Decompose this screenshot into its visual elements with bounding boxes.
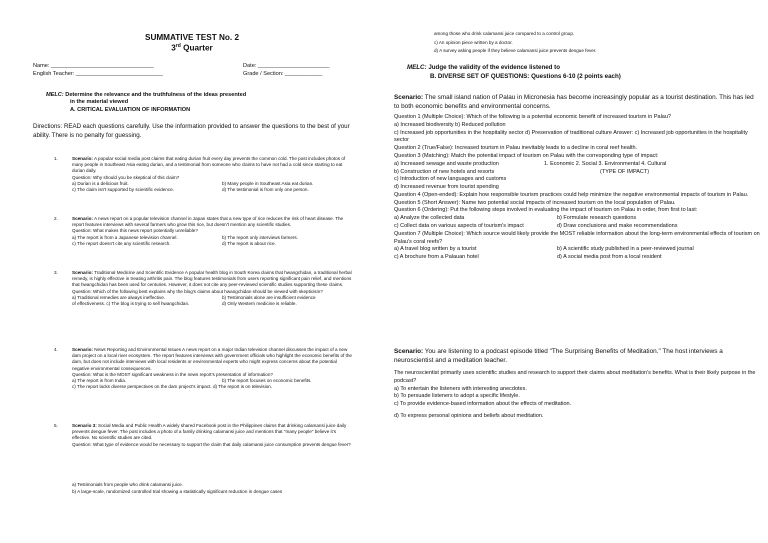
- melc-b: [407, 64, 560, 71]
- item-2-question: Question: What makes this news report potentially unreliable?: [72, 228, 198, 234]
- item-4-option-c-d: [72, 384, 372, 390]
- item-3-question: Question: Which of the following best explains why the blog's claims about hwangchidan should be viewed with skepticism?: [72, 288, 323, 294]
- question-6-option-b[interactable]: b) Formulate research questions: [557, 215, 637, 222]
- right-column: [384, 0, 768, 543]
- question-3-type-label: (TYPE OF IMPACT): [600, 168, 650, 175]
- directions: Directions: READ each questions carefully. Use the information provided to answer the questions to the best of your ability. There is no penalty for guessing.: [33, 123, 350, 139]
- scenario-2-label: Scenario:: [394, 348, 424, 355]
- item-4-option-d[interactable]: d) The report is on television.: [212, 384, 273, 390]
- item-5: [72, 423, 354, 448]
- date-field[interactable]: Date: _______________________: [243, 63, 330, 69]
- quarter-word: Quarter: [183, 43, 213, 53]
- question-7-option-b[interactable]: b) A scientific study published in a peer-reviewed journal: [557, 246, 694, 253]
- scenario-2: [394, 348, 760, 365]
- melc-a-line2: in the material viewed: [70, 99, 129, 106]
- question-7-option-c[interactable]: c) A brochure from a Palauan hotel: [394, 254, 479, 261]
- item-1-option-a[interactable]: a) Durian is a delicious fruit.: [72, 180, 129, 186]
- quarter-sup: rd: [175, 43, 181, 49]
- item-5-label: Scenario 3:: [72, 423, 97, 428]
- quarter-heading: [0, 43, 384, 53]
- question-3-types: 1. Economic 2. Social 3. Environmental 4. Cultural: [544, 160, 667, 167]
- question-2: Question 2 (True/False): Increased tourism in Palau inevitably leads to a decline in coral reef health.: [394, 145, 638, 152]
- item-4: [72, 347, 354, 390]
- question-5: Question 5 (Short Answer): Name two potential social impacts of increased tourism on the local population of Palau.: [394, 199, 676, 206]
- item-2-text: A news report on a popular television channel in Japan states that a new type of rice reduces the risk of heart disease. The report features interviews with several farmers who grow this rice, but doesn't mention any scientific studies.: [72, 216, 344, 228]
- item-3-number: 3.: [54, 270, 58, 275]
- grade-section-field[interactable]: Grade / Section: ____________: [243, 71, 323, 77]
- question-7: Question 7 (Multiple Choice): Which source would likely provide the MOST reliable information about the long-term environmental effects of tourism on Palau's coral reefs?: [394, 230, 760, 245]
- item-5-number: 5.: [54, 423, 58, 428]
- question-3-matching: [394, 161, 760, 192]
- question-3-item-a[interactable]: a) Increased sewage and waste production: [394, 160, 499, 167]
- item-3: [72, 270, 354, 307]
- question-1: Question 1 (Multiple Choice): Which of the following is a potential economic benefit of increased tourism in Palau?: [394, 114, 671, 120]
- scenario-2-option-a[interactable]: a) To entertain the listeners with interesting anecdotes.: [394, 385, 527, 392]
- item-2-option-d[interactable]: d) The report is about rice.: [222, 240, 276, 246]
- scenario-2-text: You are listening to a podcast episode titled "The Surprising Benefits of Meditation." The host interviews a neuroscientist and a meditation teacher.: [394, 348, 723, 364]
- question-6: Question 6 (Ordering): Put the following steps involved in evaluating the impact of tourism on Palau in order, from first to last:: [394, 207, 698, 214]
- item-4-option-b[interactable]: b) The report focuses on economic benefits.: [222, 378, 312, 384]
- item-3-label: Scenario:: [72, 270, 93, 275]
- scenario-2-option-d[interactable]: d) To express personal opinions and beliefs about meditation.: [394, 412, 544, 419]
- scenario-1-label: Scenario:: [394, 94, 424, 101]
- item-5-continued-line: among those who drink calamansi juice compared to a control group.: [434, 31, 575, 36]
- name-field[interactable]: Name: _________________________________: [33, 63, 154, 69]
- melc-b-text: Judge the validity of the evidence listened to: [428, 64, 561, 71]
- question-7-option-d[interactable]: d) A social media post from a local resident: [557, 254, 662, 261]
- item-5-option-c[interactable]: c) An opinion piece written by a doctor.: [434, 40, 513, 45]
- question-1-options-ab[interactable]: a) Increased biodiversity b) Reduced pollution: [394, 121, 506, 128]
- item-3-option-a[interactable]: a) Traditional remedies are always ineffective.: [72, 294, 166, 300]
- item-5-option-d[interactable]: d) A survey asking people if they believe calamansi juice prevents dengue fever.: [434, 48, 597, 53]
- question-6-options: [394, 215, 760, 231]
- section-b-title: B. DIVERSE SET OF QUESTIONS: Questions 6-10 (2 points each): [430, 73, 621, 80]
- item-2: [72, 216, 354, 247]
- item-2-option-c[interactable]: c) The report doesn't cite any scientific research.: [72, 240, 171, 246]
- question-3-item-d[interactable]: d) Increased revenue from tourist spending: [394, 184, 499, 191]
- item-4-option-a[interactable]: a) The report is from India.: [72, 378, 127, 384]
- item-5-text: Social Media and Public Health A widely shared Facebook post in the Philippines claims that drinking calamansi juice daily prevents dengue fever. The post includes a photo of a family drinking calamansi juice and mentions that "many people" believe it's effective. No scientific studies are cited.: [72, 423, 347, 441]
- quarter-num: 3: [171, 43, 176, 53]
- teacher-field[interactable]: English Teacher: ____________________________: [33, 71, 163, 77]
- scenario-2-question: The neuroscientist primarily uses scientific studies and research to support their claims about meditation's benefits. What is their likely purpose in the podcast?: [394, 370, 756, 384]
- item-2-option-b[interactable]: b) The report only interviews farmers.: [222, 234, 298, 240]
- question-1-options-cd[interactable]: c) Increased job opportunities in the hospitality sector d) Preservation of traditional culture Answer: c) Increased job opportunities in the hospitality sector: [394, 129, 748, 144]
- item-1-label: Scenario:: [72, 156, 93, 161]
- question-6-option-c[interactable]: c) Collect data on various aspects of tourism's impact: [394, 222, 524, 229]
- question-6-option-d[interactable]: d) Draw conclusions and make recommendations: [557, 222, 678, 229]
- question-3-item-b[interactable]: b) Construction of new hotels and resorts: [394, 168, 495, 175]
- item-3-option-c[interactable]: of effectiveness. c) The blog is trying to sell hwangchidan.: [72, 301, 190, 307]
- melc-b-label: MELC:: [407, 64, 427, 71]
- question-7-options: [394, 246, 760, 262]
- item-3-option-b[interactable]: b) Testimonials alone are insufficient evidence: [222, 294, 316, 300]
- question-6-option-a[interactable]: a) Analyze the collected data: [394, 215, 465, 222]
- item-5-option-a[interactable]: a) Testimonials from people who drink calamansi juice.: [72, 482, 183, 487]
- scenario-2-option-b[interactable]: b) To persuade listeners to adopt a specific lifestyle.: [394, 393, 520, 400]
- item-4-option-c[interactable]: c) The report lacks diverse perspectives on the dam project's impact.: [72, 384, 212, 390]
- item-2-option-a[interactable]: a) The report is from a Japanese television channel.: [72, 234, 178, 240]
- item-1-option-d[interactable]: d) The testimonial is from only one person.: [222, 187, 309, 193]
- item-4-label: Scenario:: [72, 347, 93, 352]
- item-1-option-c[interactable]: c) The claim isn't supported by scientific evidence.: [72, 187, 174, 193]
- section-a-title: A. CRITICAL EVALUATION OF INFORMATION: [70, 106, 191, 113]
- item-1-text: A popular social media post claims that eating durian fruit every day prevents the common cold. The post includes photos of many people in Southeast Asia eating durian, and a testimonial from someone who claims to have not had a cold since starting to eat durian daily.: [72, 156, 346, 174]
- item-4-question: Question: What is the MOST significant weakness in the news report's presentation of information?: [72, 371, 273, 377]
- question-3-item-c[interactable]: c) Introduction of new languages and customs: [394, 176, 507, 183]
- item-5-question: Question: What type of evidence would be necessary to support the claim that daily calamansi juice consumption prevents dengue fever?: [72, 441, 351, 447]
- question-7-option-a[interactable]: a) A travel blog written by a tourist: [394, 246, 477, 253]
- item-2-number: 2.: [54, 216, 58, 221]
- question-3: Question 3 (Matching): Match the potential impact of tourism on Palau with the corresponding type of impact:: [394, 152, 659, 159]
- item-1: [72, 156, 354, 193]
- scenario-1: [394, 94, 760, 111]
- item-1-option-b[interactable]: b) Many people in Southeast Asia eat durian.: [222, 180, 314, 186]
- section-b-questions: [394, 114, 760, 262]
- item-1-number: 1.: [54, 156, 58, 161]
- scenario-2-questions: [394, 370, 760, 421]
- question-4: Question 4 (Open-ended): Explain how responsible tourism practices could help minimize the negative environmental impacts of tourism in Palau.: [394, 191, 749, 198]
- melc-a-label: MELC:: [46, 92, 64, 98]
- item-4-number: 4.: [54, 347, 58, 352]
- test-title: SUMMATIVE TEST No. 2: [144, 33, 239, 42]
- scenario-2-option-c[interactable]: c) To provide evidence-based information about the effects of meditation.: [394, 401, 572, 408]
- item-3-option-d[interactable]: d) Only Western medicine is reliable.: [222, 301, 297, 307]
- item-1-question: Question: Why should you be skeptical of this claim?: [72, 174, 180, 180]
- item-5-option-b[interactable]: b) A large-scale, randomized controlled trial showing a statistically significant reduction in dengue cases: [72, 489, 283, 494]
- scenario-1-text: The small island nation of Palau in Micronesia has become increasingly popular as a tourist destination. This has led to both economic benefits and environmental concerns.: [394, 94, 754, 110]
- melc-a: [46, 92, 346, 114]
- melc-a-line1: Determine the relevance and the truthfulness of the ideas presented: [65, 92, 247, 98]
- item-2-label: Scenario:: [72, 216, 93, 221]
- item-3-text: Traditional Medicine and Scientific Evidence A popular health blog in South Korea claims that hwangchidan, a traditional herbal remedy, is highly effective in treating arthritis pain. The blog features testimonials from users reporting significant pain relief, and mentions that hwangchidan has been used for centuries. However, it does not cite any peer-reviewed scientific studies supporting these claims.: [72, 270, 352, 288]
- item-4-text: News Reporting and Environmental Issues A news report on a major Indian television channel discusses the impact of a new dam project on a local river ecosystem. The report features interviews with government officials who highlight the economic benefits of the dam, but does not include interviews with local residents or environmental experts who might express concerns about the potential negative environmental consequences.: [72, 347, 352, 371]
